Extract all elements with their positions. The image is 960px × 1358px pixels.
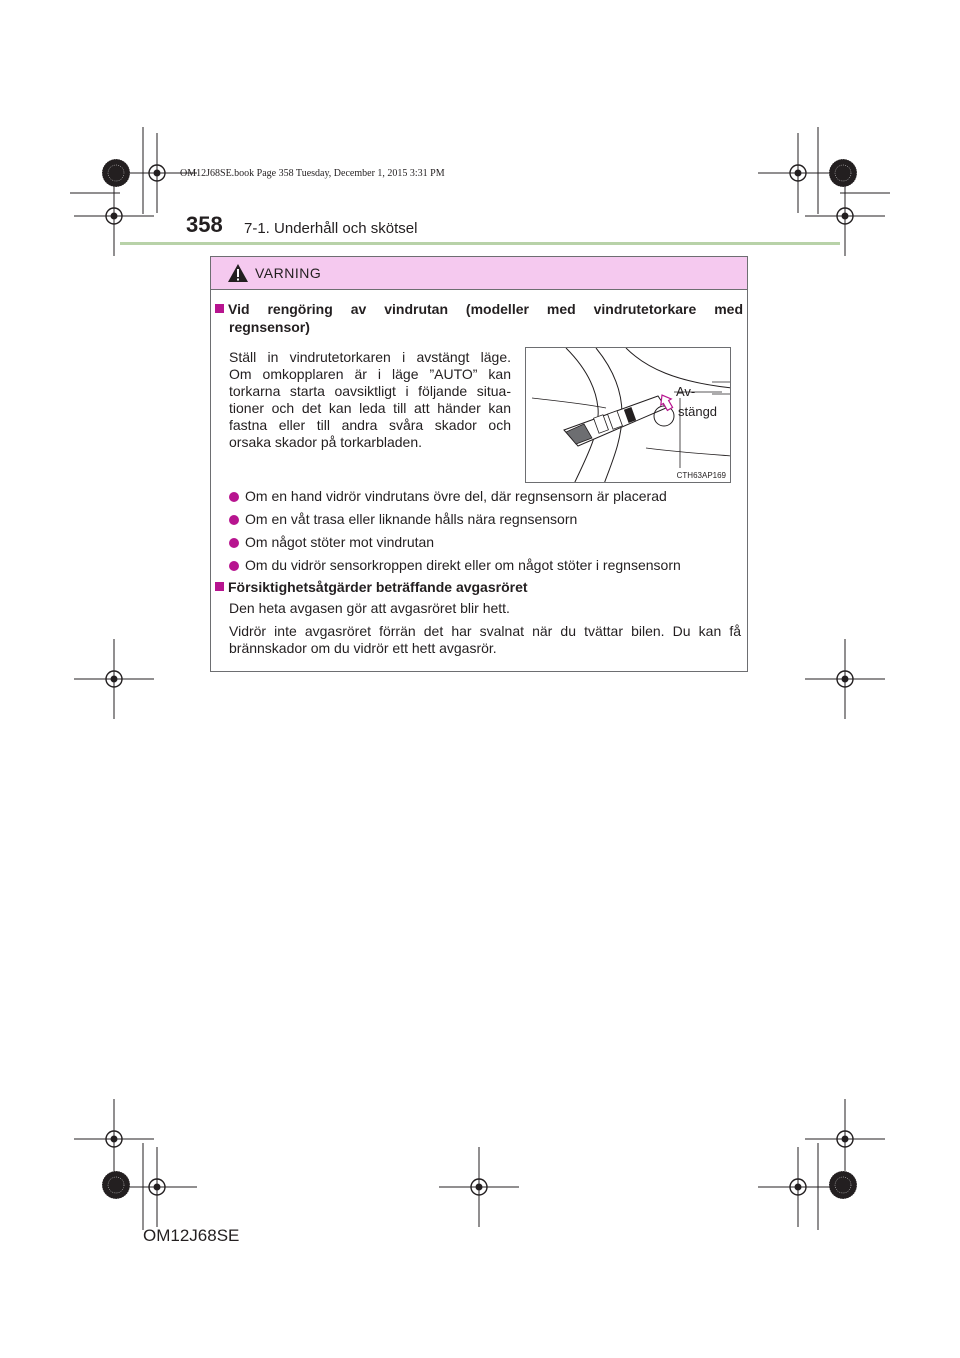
bullet-text: Om du vidrör sensorkroppen direkt eller om något stöter i regnsensorn xyxy=(245,557,681,573)
section1-para-line: tioner och det kan leda till att händer kan xyxy=(229,400,511,416)
round-bullet-icon xyxy=(229,492,239,502)
section1-para-line: orsaka skador på torkarbladen. xyxy=(229,434,422,450)
section2-heading xyxy=(215,579,528,596)
footer-manual-code: OM12J68SE xyxy=(143,1226,240,1245)
section2-para2-line: brännskador om du vidrör ett hett avgasrör. xyxy=(229,640,497,656)
section2-para1: Den heta avgasen gör att avgasröret blir hett. xyxy=(229,600,510,616)
square-bullet-icon xyxy=(215,304,224,313)
bullet-text: Om en våt trasa eller liknande hålls nära regnsensorn xyxy=(245,511,578,527)
round-bullet-icon xyxy=(229,538,239,548)
section1-heading xyxy=(215,301,743,318)
bullet-text: Om en hand vidrör vindrutans övre del, där regnsensorn är placerad xyxy=(245,488,667,504)
illustration-label-stangd: stängd xyxy=(678,404,718,419)
bullet-text: Om något stöter mot vindrutan xyxy=(245,534,435,550)
section1-para-line: torkarna starta oavsiktligt i följande situa- xyxy=(229,383,511,399)
section1-heading-text: Vid rengöring av vindrutan (modeller med vindrutetorkare med xyxy=(228,301,743,317)
wiper-switch-illustration xyxy=(525,347,731,483)
round-bullet-icon xyxy=(229,561,239,571)
bullet-item xyxy=(229,488,667,505)
illustration-code: CTH63AP169 xyxy=(676,471,726,480)
section1-para-line: Ställ in vindrutetorkaren i avstängt läge. xyxy=(229,349,511,365)
book-info-line: OM12J68SE.book Page 358 Tuesday, December 1, 2015 3:31 PM xyxy=(180,168,445,179)
section1-heading-cont: regnsensor) xyxy=(229,319,310,335)
section1-para-line: Om omkopplaren är i läge ”AUTO” kan xyxy=(229,366,511,382)
bullet-item xyxy=(229,534,434,551)
section2-para2-line: Vidrör inte avgasröret förrän det har svalnat när du tvättar bilen. Du kan få xyxy=(229,623,741,639)
section2-heading-text: Försiktighetsåtgärder beträffande avgasröret xyxy=(228,579,528,595)
warning-title: VARNING xyxy=(255,265,322,281)
warning-triangle-icon xyxy=(227,263,249,283)
section-title: 7-1. Underhåll och skötsel xyxy=(244,220,418,237)
warning-header xyxy=(211,257,747,290)
section1-para-line: fastna eller till andra svåra skador och xyxy=(229,417,511,433)
bullet-item xyxy=(229,557,681,574)
round-bullet-icon xyxy=(229,515,239,525)
warning-box xyxy=(210,256,748,672)
page-number: 358 xyxy=(186,212,223,237)
header-rule xyxy=(120,242,840,245)
square-bullet-icon xyxy=(215,582,224,591)
illustration-label-av: Av- xyxy=(676,384,696,399)
bullet-item xyxy=(229,511,577,528)
